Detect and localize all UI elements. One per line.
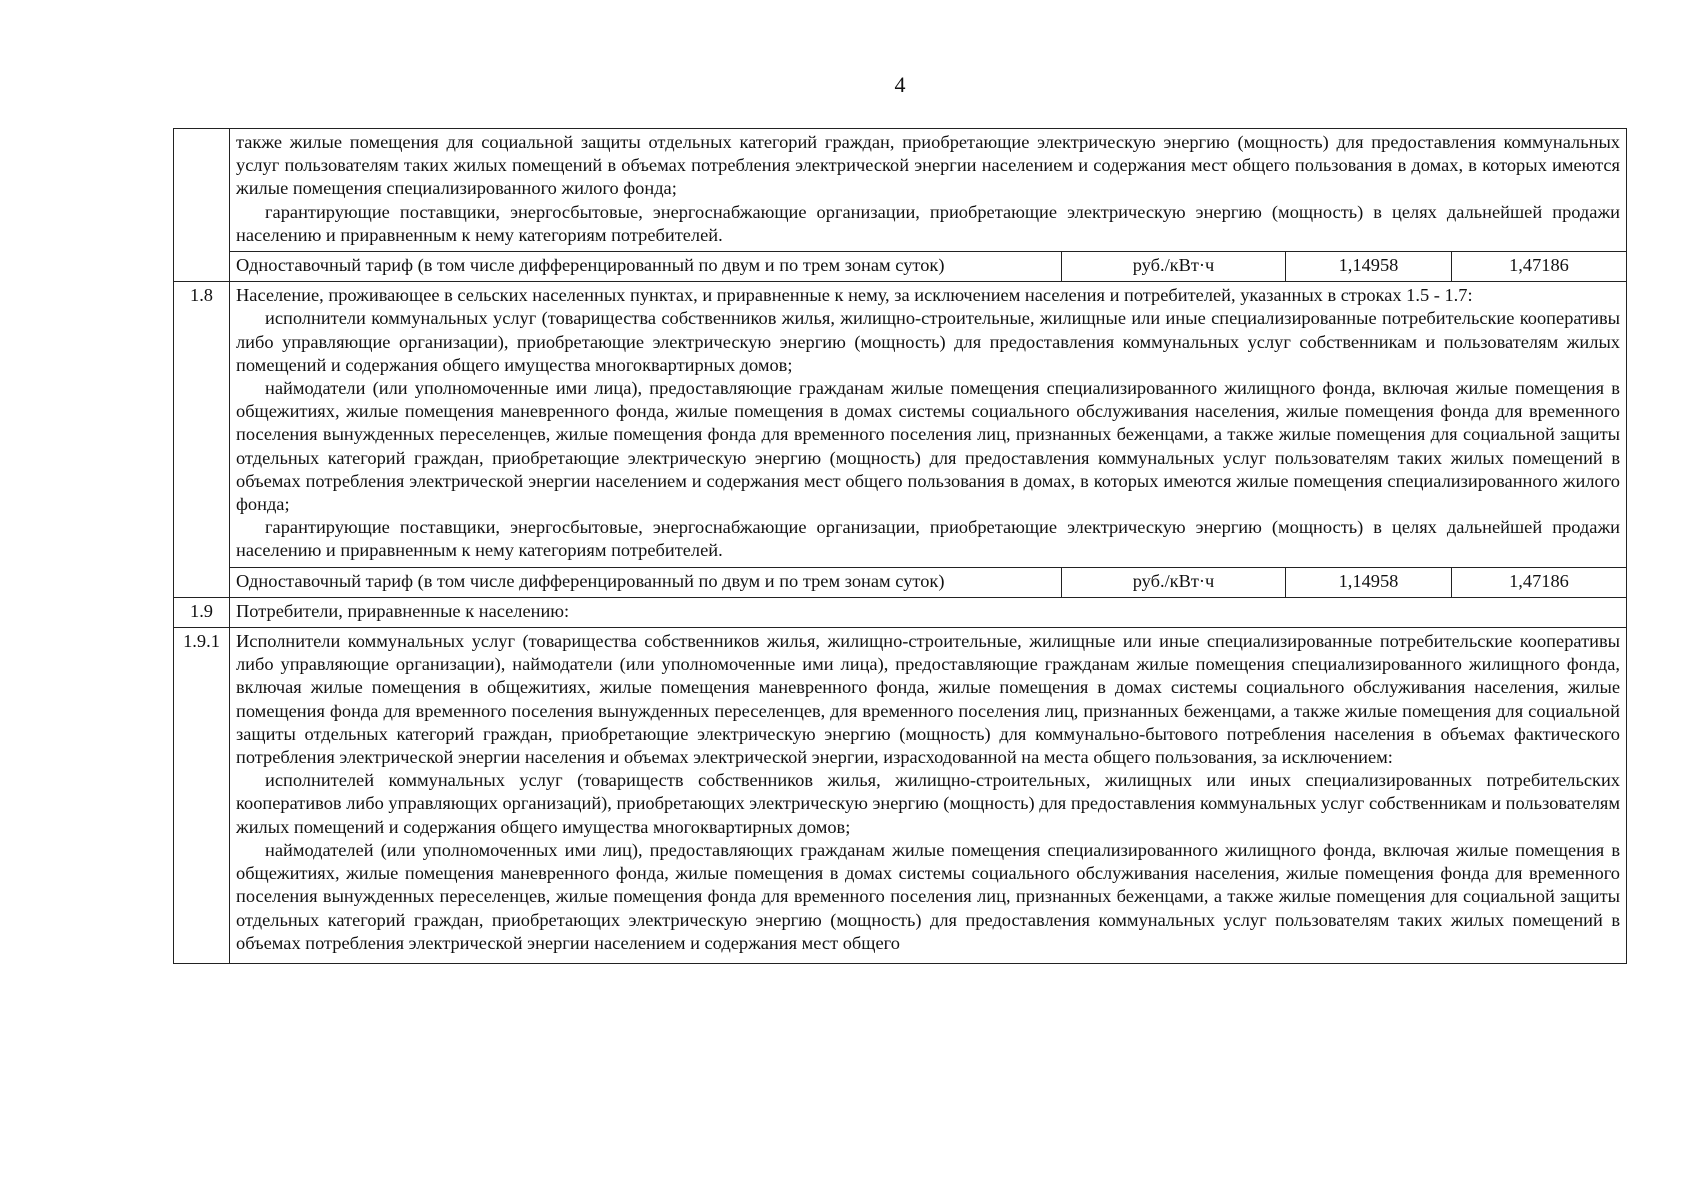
tariff-value-first-half: 1,14958	[1286, 252, 1452, 282]
row-description	[230, 628, 1627, 964]
description-paragraph: гарантирующие поставщики, энергосбытовые, энергоснабжающие организации, приобретающие электрическую энергию (мощность) в целях дальнейшей продажи населению и приравненным к нему категориям потребителей.	[236, 517, 1620, 561]
tariff-label: Одноставочный тариф (в том числе дифференцированный по двум и по трем зонам суток)	[230, 252, 1062, 282]
tariff-value-second-half: 1,47186	[1452, 252, 1627, 282]
description-paragraph: наймодателей (или уполномоченных ими лиц), предоставляющих гражданам жилые помещения специализированного жилищного фонда, включая жилые помещения в общежитиях, жилые помещения маневренного фонда, жилые помещения в домах системы социального обслуживания населения, жилые помещения фонда для временного поселения вынужденных переселенцев, жилые помещения фонда для временного поселения лиц, признанных беженцами, а также жилые помещения для социальной защиты отдельных категорий граждан, приобретающих электрическую энергию (мощность) для предоставления коммунальных услуг пользователям таких жилых помещений в объемах потребления электрической энергии населением и содержания мест общего	[236, 839, 1620, 953]
tariff-table	[173, 128, 1627, 964]
tariff-unit: руб./кВт·ч	[1062, 252, 1286, 282]
row-number: 1.9.1	[174, 628, 230, 964]
tariff-unit: руб./кВт·ч	[1062, 567, 1286, 597]
tariff-row	[174, 567, 1627, 597]
description-paragraph: гарантирующие поставщики, энергосбытовые, энергоснабжающие организации, приобретающие электрическую энергию (мощность) в целях дальнейшей продажи населению и приравненным к нему категориям потребителей.	[236, 201, 1620, 245]
tariff-row	[174, 252, 1627, 282]
page-number: 4	[894, 72, 906, 97]
description-paragraph: исполнителей коммунальных услуг (товариществ собственников жилья, жилищно-строительных, жилищных или иных специализированных потребительских кооперативов либо управляющих организаций), приобретающих электрическую энергию (мощность) для предоставления коммунальных услуг собственникам и пользователям жилых помещений и содержания общего имущества многоквартирных домов;	[236, 770, 1620, 837]
table-row	[174, 597, 1627, 627]
table-row	[174, 282, 1627, 567]
description-paragraph: Население, проживающее в сельских населенных пунктах, и приравненные к нему, за исключением населения и потребителей, указанных в строках 1.5 - 1.7:	[236, 285, 1473, 306]
row-number-cell	[174, 129, 230, 282]
description-paragraph: также жилые помещения для социальной защиты отдельных категорий граждан, приобретающие электрическую энергию (мощность) для предоставления коммунальных услуг пользователям таких жилых помещений в объемах потребления электрической энергии населением и содержания мест общего пользования в домах, в которых имеются жилые помещения специализированного жилого фонда;	[236, 132, 1620, 199]
row-description	[230, 282, 1627, 567]
table-row	[174, 129, 1627, 252]
row-number: 1.8	[174, 282, 230, 598]
description-paragraph: наймодатели (или уполномоченные ими лица), предоставляющие гражданам жилые помещения специализированного жилищного фонда, включая жилые помещения в общежитиях, жилые помещения маневренного фонда, жилые помещения в домах системы социального обслуживания населения, жилые помещения фонда для временного поселения вынужденных переселенцев, жилые помещения фонда для временного поселения лиц, признанных беженцами, а также жилые помещения для социальной защиты отдельных категорий граждан, приобретающие электрическую энергию (мощность) для предоставления коммунальных услуг пользователям таких жилых помещений в объемах потребления электрической энергии населением и содержания мест общего пользования в домах, в которых имеются жилые помещения специализированного жилого фонда;	[236, 378, 1620, 515]
tariff-value-first-half: 1,14958	[1286, 567, 1452, 597]
row-number: 1.9	[174, 597, 230, 627]
description-paragraph: исполнители коммунальных услуг (товарищества собственников жилья, жилищно-строительные, жилищные или иные специализированные потребительские кооперативы либо управляющие организации), приобретающие электрическую энергию (мощность) для предоставления коммунальных услуг собственникам и пользователям жилых помещений и содержания общего имущества многоквартирных домов;	[236, 308, 1620, 375]
row-description: Потребители, приравненные к населению:	[230, 597, 1627, 627]
table-row	[174, 628, 1627, 964]
row-description	[230, 129, 1627, 252]
tariff-label: Одноставочный тариф (в том числе дифференцированный по двум и по трем зонам суток)	[230, 567, 1062, 597]
description-paragraph: Исполнители коммунальных услуг (товарищества собственников жилья, жилищно-строительные, жилищные или иные специализированные потребительские кооперативы либо управляющие организации), наймодатели (или уполномоченные ими лица), предоставляющие гражданам жилые помещения специализированного жилищного фонда, включая жилые помещения в общежитиях, жилые помещения маневренного фонда, жилые помещения в домах системы социального обслуживания населения, жилые помещения фонда для временного поселения вынужденных переселенцев, для временного поселения лиц, признанных беженцами, а также жилые помещения для социальной защиты отдельных категорий граждан, приобретающие электрическую энергию (мощность) для коммунально-бытового потребления населения в объемах фактического потребления электрической энергии населения и объемах электрической энергии, израсходованной на места общего пользования, за исключением:	[236, 631, 1620, 768]
tariff-value-second-half: 1,47186	[1452, 567, 1627, 597]
